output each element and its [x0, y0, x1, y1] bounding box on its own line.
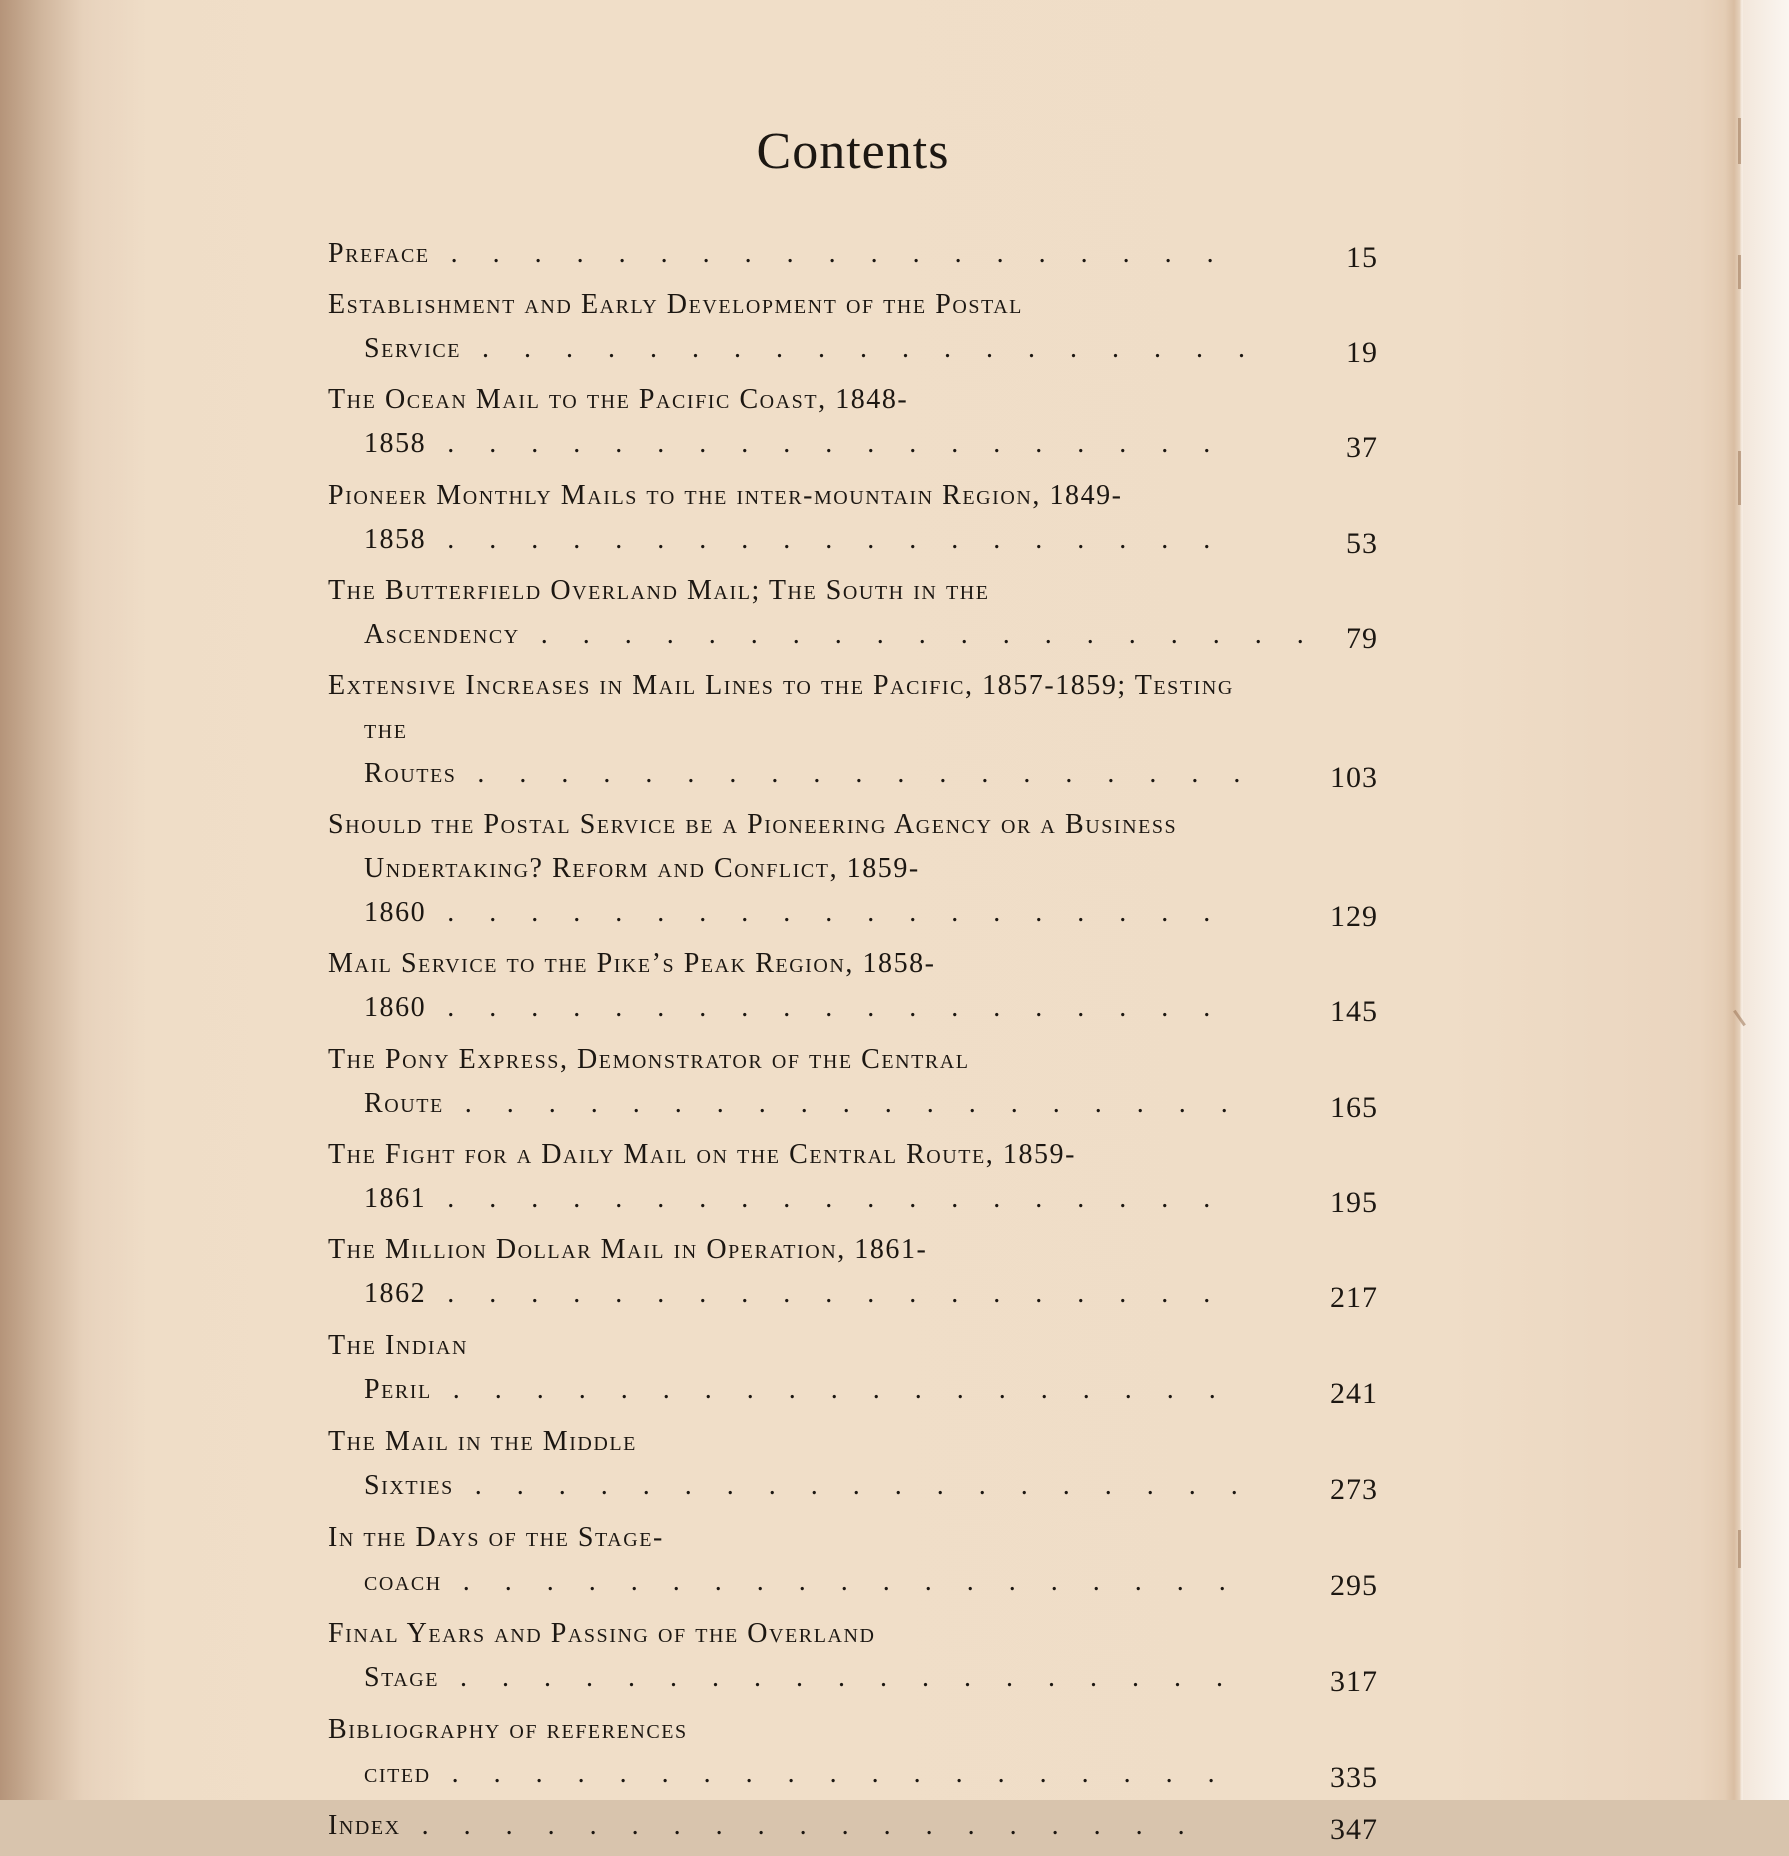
toc-entry-title: Bibliography of references cited . . .: [328, 1708, 1264, 1796]
toc-entry-ocean-mail: [328, 378, 1378, 466]
toc-entry-butterfield: [328, 569, 1378, 657]
page-title: Contents: [756, 123, 950, 180]
toc-entry-indian-peril: [328, 1324, 1378, 1412]
toc-entry-title: Preface . . .: [328, 232, 1264, 276]
toc-entry-title: Final Years and Passing of the Overland Stage . . .: [328, 1612, 1264, 1700]
toc-entry-title: The Ocean Mail to the Pacific Coast, 1848-1858 . . .: [328, 378, 1264, 466]
toc-entry-title: The Pony Express, Demonstrator of the Central Route . . .: [328, 1038, 1264, 1126]
book-gutter-shadow: [0, 0, 150, 1800]
toc-entry-mail-lines: [328, 664, 1378, 796]
toc-entry-title: Pioneer Monthly Mails to the inter-mountain Region, 1849-1858 . . .: [328, 474, 1264, 562]
toc-entry-title: The Indian Peril . . .: [328, 1324, 1264, 1412]
page-edge-fiber: [1738, 1530, 1741, 1568]
toc-page-number: 15: [1346, 241, 1378, 274]
toc-entry-index: [328, 1804, 1378, 1848]
toc-page-number: 103: [1330, 761, 1378, 794]
toc-entry-title: Mail Service to the Pike’s Peak Region, 1858-1860 . . .: [328, 942, 1264, 1030]
toc-page-number: 165: [1330, 1091, 1378, 1124]
toc-entry-title: Extensive Increases in Mail Lines to the Pacific, 1857-1859; Testing the Routes . . .: [328, 664, 1264, 796]
page-edge-fiber: [1738, 255, 1741, 289]
toc-page-number: 195: [1330, 1186, 1378, 1219]
toc-entry-title: The Mail in the Middle Sixties . . .: [328, 1420, 1264, 1508]
page-edge-fiber: [1738, 451, 1741, 505]
toc-entry-stage-coach: [328, 1516, 1378, 1604]
page-edge-fiber: [1738, 118, 1741, 164]
toc-entry-million-dollar-mail: [328, 1228, 1378, 1316]
toc-entry-pikes-peak: [328, 942, 1378, 1030]
toc-entry-title: Index . . .: [328, 1804, 1264, 1848]
toc-page-number: 317: [1330, 1665, 1378, 1698]
toc-page-number: 79: [1346, 622, 1378, 655]
toc-entry-title: In the Days of the Stage-coach . . .: [328, 1516, 1264, 1604]
toc-page-number: 241: [1330, 1377, 1378, 1410]
toc-entry-pony-express: [328, 1038, 1378, 1126]
toc-page-number: 295: [1330, 1569, 1378, 1602]
toc-entry-title: The Fight for a Daily Mail on the Central Route, 1859-1861 . . .: [328, 1133, 1264, 1221]
toc-entry-middle-sixties: [328, 1420, 1378, 1508]
toc-entry-pioneering-agency: [328, 803, 1378, 935]
contents-page: [328, 116, 1378, 1856]
toc-page-number: 129: [1330, 900, 1378, 933]
toc-page-number: 347: [1330, 1813, 1378, 1846]
toc-entry-daily-mail: [328, 1133, 1378, 1221]
toc-page-number: 273: [1330, 1473, 1378, 1506]
toc-entry-overland-stage: [328, 1612, 1378, 1700]
toc-entry-title: Establishment and Early Development of the Postal Service . . .: [328, 283, 1264, 371]
toc-page-number: 335: [1330, 1761, 1378, 1794]
toc-page-number: 37: [1346, 431, 1378, 464]
toc-entry-bibliography: [328, 1708, 1378, 1796]
toc-entry-pioneer-mails: [328, 474, 1378, 562]
toc-entry-title: The Butterfield Overland Mail; The South in the Ascendency . . .: [328, 569, 1264, 657]
toc-entry-postal-service: [328, 283, 1378, 371]
toc-page-number: 53: [1346, 527, 1378, 560]
toc-entry-preface: [328, 232, 1378, 276]
toc-page-number: 145: [1330, 995, 1378, 1028]
toc-entry-title: Should the Postal Service be a Pioneering Agency or a Business Undertaking? Reform and Conflict, 1859-1860 . . .: [328, 803, 1264, 935]
toc-page-number: 19: [1346, 336, 1378, 369]
toc-page-number: 217: [1330, 1281, 1378, 1314]
toc-entry-title: The Million Dollar Mail in Operation, 1861-1862 . . .: [328, 1228, 1264, 1316]
table-of-contents: [328, 232, 1378, 1848]
